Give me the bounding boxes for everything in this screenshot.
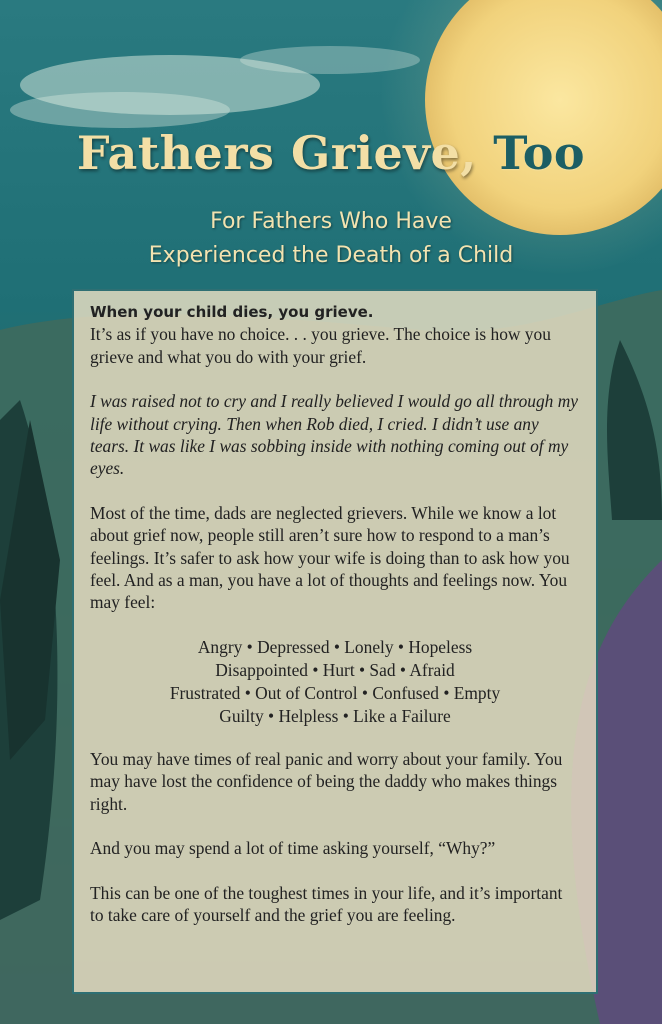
self-care-paragraph: This can be one of the toughest times in your life, and it’s important to take care of yourself and the grief you are feeling. [90,882,563,925]
content-panel [72,289,598,994]
feelings-row: Angry • Depressed • Lonely • Hopeless [197,636,473,657]
father-quote: I was raised not to cry and I really believed I would go all through my life without crying. Then when Rob died, I cried. I didn’t use any tears. It was like I was sobbing inside with nothing coming out of my eyes. [90,391,578,479]
neglected-grievers-paragraph: Most of the time, dads are neglected grievers. While we know a lot about grief now, people still aren’t sure how to respond to a man’s feelings. It’s safer to ask how your wife is doing than to ask how you feel. And as a man, you have a lot of thoughts and feelings now. You may feel: [90,502,570,613]
feelings-row: Disappointed • Hurt • Sad • Afraid [215,659,455,680]
cloud [240,46,420,74]
subtitle-line-1: For Fathers Who Have [210,209,452,234]
intro-text: It’s as if you have no choice. . . you grieve. The choice is how you grieve and what you do with your grief. [90,324,551,367]
cloud [10,92,230,128]
title-main: Fathers Grieve, [76,126,477,180]
panic-paragraph: You may have times of real panic and worry about your family. You may have lost the confidence of being the daddy who makes things right. [90,748,563,814]
intro-paragraph [90,301,580,368]
page-title [0,126,662,180]
title-accent: Too [493,126,586,180]
subtitle-line-2: Experienced the Death of a Child [148,243,514,268]
why-paragraph: And you may spend a lot of time asking yourself, “Why?” [90,838,496,859]
feelings-row: Frustrated • Out of Control • Confused • Empty [169,682,501,703]
page-subtitle [0,205,662,273]
feelings-list [90,636,580,728]
feelings-row: Guilty • Helpless • Like a Failure [219,705,451,726]
lead-sentence: When your child dies, you grieve. [90,303,374,321]
